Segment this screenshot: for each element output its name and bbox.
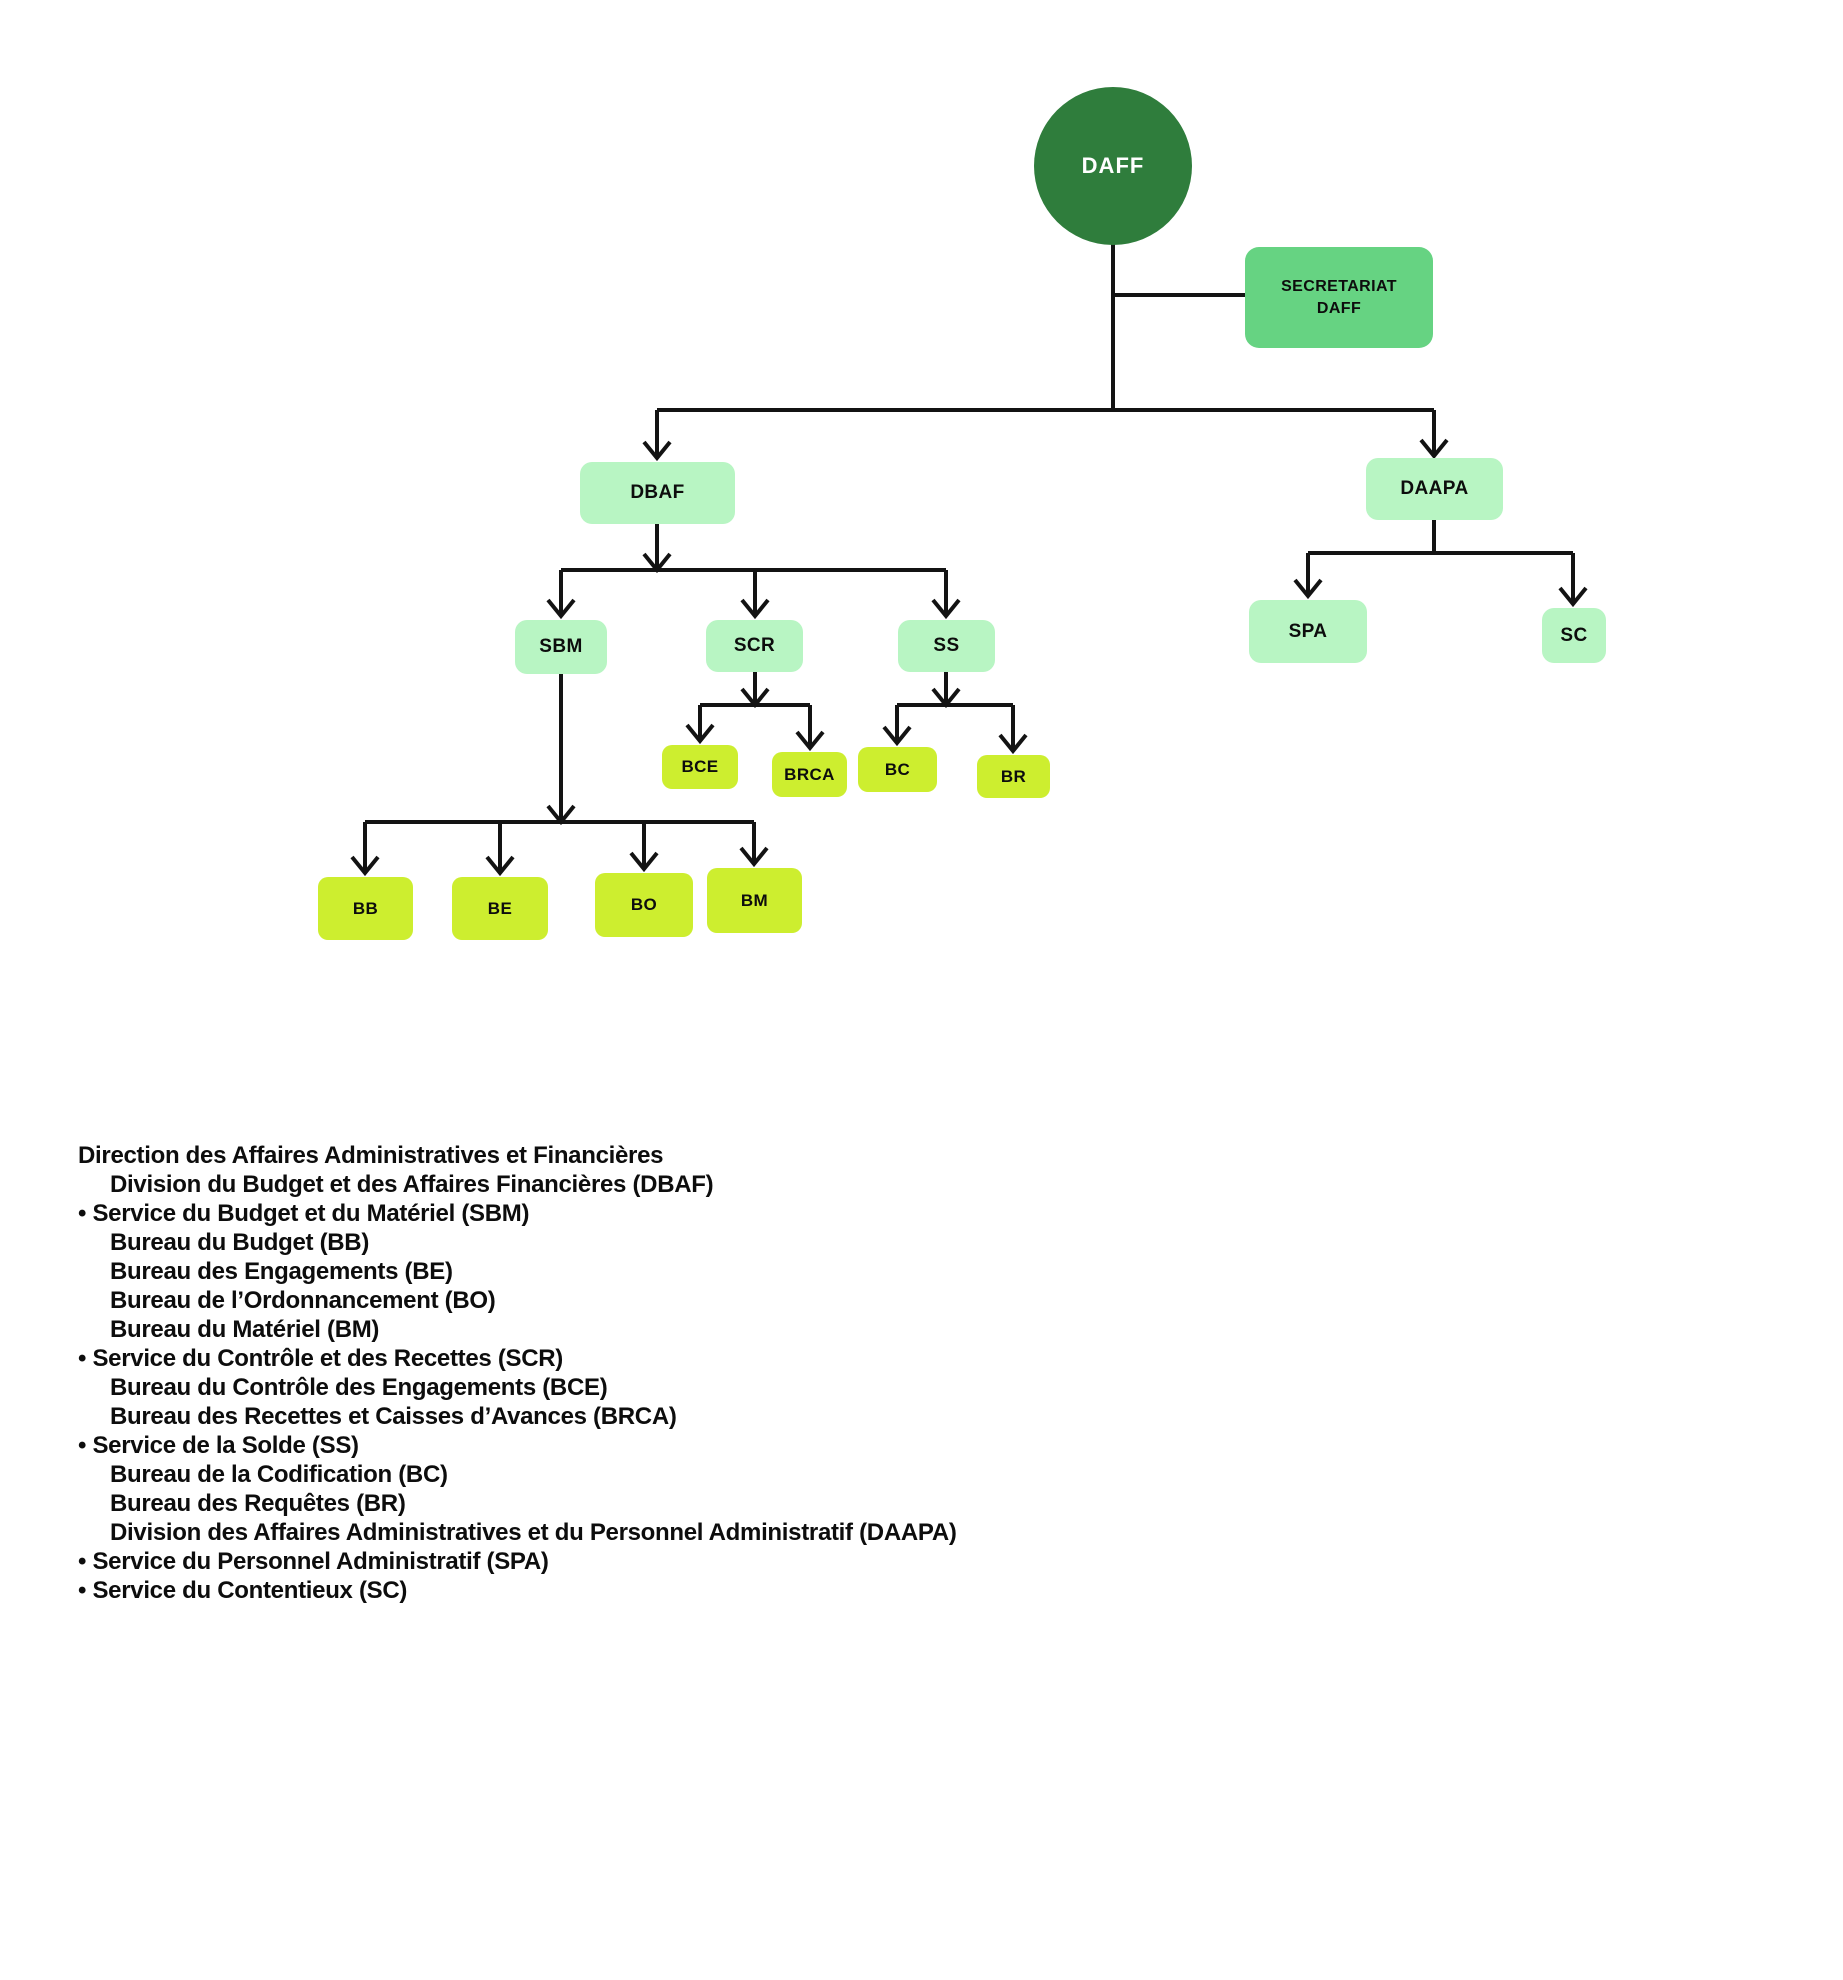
- legend-line: Bureau du Contrôle des Engagements (BCE): [110, 1374, 608, 1401]
- node-scr-label: SCR: [733, 635, 776, 656]
- node-scr: [706, 620, 803, 672]
- legend-line: Division du Budget et des Affaires Financières (DBAF): [110, 1171, 714, 1198]
- node-daapa: [1366, 458, 1503, 520]
- node-br-label: BR: [1000, 766, 1027, 786]
- node-secretariat-daff: [1245, 247, 1433, 348]
- node-sbm: [515, 620, 607, 674]
- legend-line: Bureau des Recettes et Caisses d’Avances (BRCA): [110, 1403, 677, 1430]
- node-bo-label: BO: [630, 895, 658, 914]
- node-br: [977, 755, 1050, 798]
- legend-line: Bureau du Budget (BB): [110, 1229, 370, 1256]
- node-dbaf-label: DBAF: [630, 482, 685, 503]
- node-daff: [1034, 87, 1192, 245]
- node-bce: [662, 745, 738, 789]
- node-daff-label: DAFF: [1081, 153, 1145, 178]
- node-be: [452, 877, 548, 940]
- node-sc: [1542, 608, 1606, 663]
- legend-line: Bureau du Matériel (BM): [110, 1316, 380, 1343]
- legend-line: • Service du Personnel Administratif (SPA): [78, 1548, 549, 1575]
- node-bb: [318, 877, 413, 940]
- node-brca-label: BRCA: [784, 764, 835, 784]
- node-brca: [772, 752, 847, 797]
- node-ss-label: SS: [933, 635, 960, 656]
- legend-line: Direction des Affaires Administratives et Financières: [78, 1142, 664, 1169]
- legend-list: [78, 1141, 957, 1605]
- node-spa: [1249, 600, 1367, 663]
- node-bm-label: BM: [740, 890, 769, 910]
- node-bc: [858, 747, 937, 792]
- node-spa-label: SPA: [1288, 620, 1328, 642]
- legend-line: • Service du Contentieux (SC): [78, 1577, 408, 1604]
- legend-line: Bureau de l’Ordonnancement (BO): [110, 1287, 496, 1314]
- secretariat-line1: SECRETARIAT: [1281, 277, 1397, 295]
- node-dbaf: [580, 462, 735, 524]
- node-bb-label: BB: [352, 898, 379, 918]
- node-sbm-label: SBM: [539, 636, 583, 657]
- node-bm: [707, 868, 802, 933]
- node-daapa-label: DAAPA: [1400, 478, 1469, 499]
- legend-line: • Service du Contrôle et des Recettes (SCR): [78, 1345, 563, 1372]
- node-bc-label: BC: [884, 759, 911, 779]
- legend-line: Division des Affaires Administratives et du Personnel Administratif (DAAPA): [110, 1519, 957, 1546]
- node-bce-label: BCE: [681, 757, 719, 776]
- legend-line: • Service du Budget et du Matériel (SBM): [78, 1200, 530, 1227]
- node-secretariat-label: [1281, 276, 1397, 319]
- node-ss: [898, 620, 995, 672]
- node-bo: [595, 873, 693, 937]
- legend-line: • Service de la Solde (SS): [78, 1432, 359, 1459]
- legend-line: Bureau de la Codification (BC): [110, 1461, 448, 1488]
- legend-line: Bureau des Requêtes (BR): [110, 1490, 406, 1517]
- node-sc-label: SC: [1560, 624, 1588, 646]
- secretariat-line2: DAFF: [1316, 299, 1362, 317]
- node-be-label: BE: [487, 898, 513, 918]
- legend-line: Bureau des Engagements (BE): [110, 1258, 453, 1285]
